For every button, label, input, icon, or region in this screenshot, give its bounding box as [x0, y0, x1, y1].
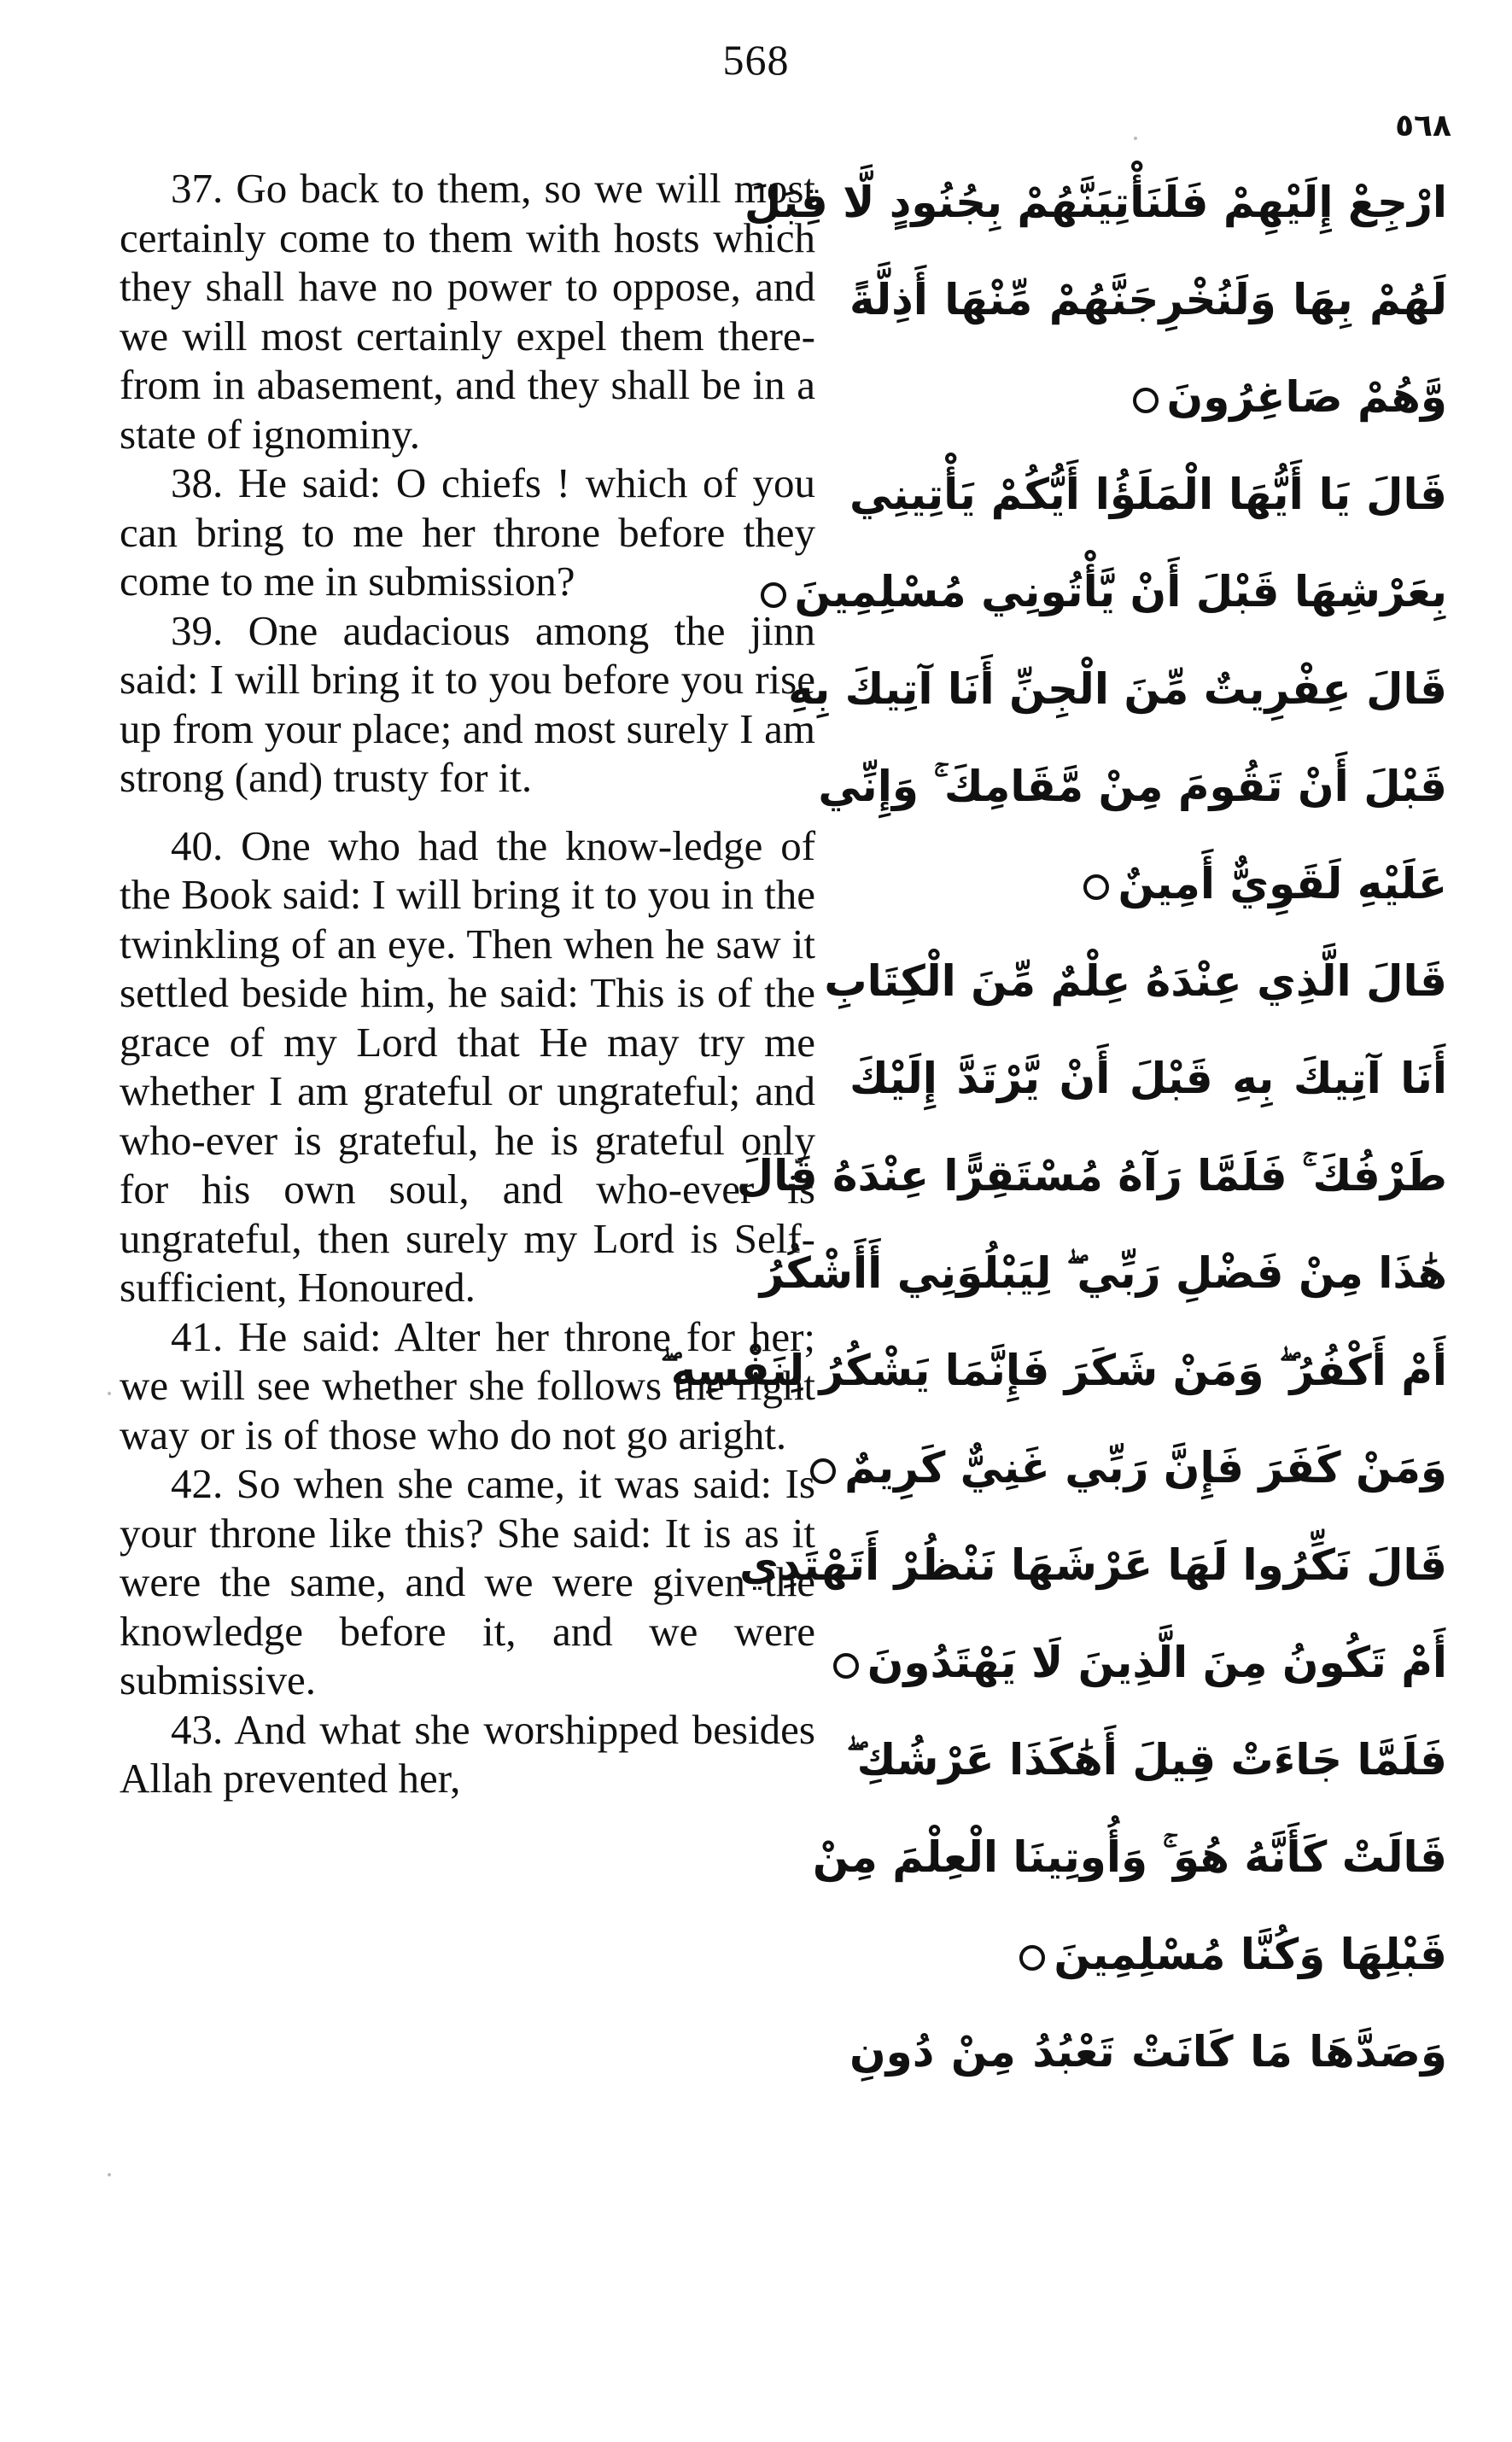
arabic-line-text: عَلَيْهِ لَقَوِيٌّ أَمِينٌ	[1118, 859, 1447, 908]
verse-number: 41.	[171, 1312, 224, 1360]
verse-39	[120, 606, 815, 803]
verse-number: 38.	[171, 459, 224, 506]
arabic-line	[849, 835, 1447, 932]
ayah-end-circle-icon	[833, 1653, 859, 1679]
arabic-line-text: أَنَا آتِيكَ بِهِ قَبْلَ أَنْ يَّرْتَدَّ إِلَيْكَ	[849, 1054, 1447, 1103]
arabic-line-text: قَبْلَ أَنْ تَقُومَ مِنْ مَّقَامِكَ ۚ وَإِنِّي	[818, 762, 1447, 811]
arabic-line	[849, 1030, 1447, 1127]
verse-40	[120, 821, 815, 1312]
arabic-line	[849, 446, 1447, 543]
ayah-end-circle-icon	[1133, 388, 1159, 413]
verse-37	[120, 164, 815, 459]
arabic-line	[788, 640, 1447, 738]
arabic-line	[794, 543, 1447, 640]
verse-text: One audacious among the jinn said: I will bring it to you before you rise up from your place; and most surely I am strong (and) trusty for it.	[120, 606, 816, 801]
arabic-line-text: قَالَ نَكِّرُوا لَهَا عَرْشَهَا نَنْظُرْ أَتَهْتَدِي	[739, 1540, 1447, 1590]
arabic-line-text: قَالَتْ كَأَنَّهُ هُوَ ۚ وَأُوتِينَا الْعِلْمَ مِنْ	[812, 1832, 1447, 1882]
page-number: 568	[722, 36, 790, 84]
ayah-end-circle-icon	[1019, 1945, 1045, 1971]
arabic-line	[818, 738, 1447, 835]
verse-text: One who had the know-ledge of the Book said: I will bring it to you in the twinkling of an eye. Then when he saw it settled beside him, he said: This is of the grace of my Lord that He may try me whether I am grateful or ungrateful; and who-ever is grateful, he is grateful only for his own soul, and who-ever is ungrateful, then surely my Lord is Self-sufficient, Honoured.	[120, 821, 816, 1311]
ayah-end-circle-icon	[1083, 874, 1109, 900]
arabic-page-number: ٥٦٨	[1395, 108, 1451, 143]
arabic-line-text: فَلَمَّا جَاءَتْ قِيلَ أَهَٰكَذَا عَرْشُكِ ۖ	[846, 1735, 1447, 1785]
arabic-text-column	[660, 154, 1447, 2100]
verse-text: He said: O chiefs ! which of you can bring to me her throne before they come to me in submission?	[120, 459, 816, 605]
ayah-end-circle-icon	[810, 1458, 836, 1484]
arabic-line	[759, 1224, 1447, 1322]
verse-text: So when she came, it was said: Is your throne like this? She said: It is as it were the same, and we were given the knowledge before it, and we were submissive.	[120, 1460, 815, 1703]
arabic-line-text: قَالَ يَا أَيُّهَا الْمَلَؤُا أَيُّكُمْ يَأْتِينِي	[849, 470, 1447, 519]
arabic-line	[849, 2003, 1447, 2100]
arabic-line	[849, 251, 1447, 348]
verse-text: Go back to them, so we will most certainly come to them with hosts which they shall have no power to oppose, and we will most certainly expel them there-from in abasement, and they shall be in a state of ignominy.	[120, 165, 816, 458]
arabic-line-text: وَمَنْ كَفَرَ فَإِنَّ رَبِّي غَنِيٌّ كَرِيمٌ	[844, 1443, 1447, 1493]
arabic-line-text: قَالَ عِفْرِيتٌ مِّنَ الْجِنِّ أَنَا آتِيكَ بِهِ	[788, 664, 1447, 714]
arabic-line-text: طَرْفُكَ ۚ فَلَمَّا رَآهُ مُسْتَقِرًّا عِنْدَهُ قَالَ	[736, 1151, 1447, 1201]
english-translation-column	[120, 164, 815, 1803]
ayah-end-circle-icon	[761, 582, 786, 608]
arabic-line	[849, 1906, 1447, 2003]
arabic-line-text: قَالَ الَّذِي عِنْدَهُ عِلْمٌ مِّنَ الْكِتَابِ	[824, 956, 1447, 1006]
arabic-line-text: هَٰذَا مِنْ فَضْلِ رَبِّي ۖ لِيَبْلُوَنِي أَأَشْكُرُ	[759, 1248, 1447, 1298]
arabic-line-text: بِعَرْشِهَا قَبْلَ أَنْ يَّأْتُونِي مُسْلِمِينَ	[794, 567, 1447, 616]
scan-speck	[1134, 137, 1137, 140]
arabic-line	[736, 1127, 1447, 1224]
verse-number: 42.	[171, 1460, 224, 1507]
arabic-line-text: أَمْ أَكْفُرُ ۖ وَمَنْ شَكَرَ فَإِنَّمَا يَشْكُرُ لِنَفْسِهِ ۖ	[660, 1346, 1447, 1395]
arabic-line-text: وَّهُمْ صَاغِرُونَ	[1166, 372, 1447, 422]
verse-number: 43.	[171, 1705, 224, 1753]
arabic-line	[812, 1808, 1447, 1906]
arabic-line	[739, 1516, 1447, 1614]
arabic-line	[660, 1322, 1447, 1419]
verse-text: And what she worshipped besides Allah prevented her,	[120, 1705, 816, 1802]
verse-text: He said: Alter her throne for her; we will see whether she follows the right way or is of those who do not go aright.	[120, 1312, 816, 1458]
arabic-line	[844, 1419, 1447, 1516]
verse-number: 40.	[171, 821, 224, 869]
arabic-line	[849, 348, 1447, 446]
arabic-line-text: قَبْلِهَا وَكُنَّا مُسْلِمِينَ	[1054, 1930, 1447, 1979]
arabic-line-text: أَمْ تَكُونُ مِنَ الَّذِينَ لَا يَهْتَدُونَ	[867, 1638, 1447, 1687]
verse-38	[120, 459, 815, 606]
arabic-line	[744, 154, 1447, 251]
verse-42	[120, 1459, 815, 1705]
arabic-line	[849, 1614, 1447, 1711]
scan-speck	[108, 2173, 111, 2176]
arabic-line-text: لَهُمْ بِهَا وَلَنُخْرِجَنَّهُمْ مِّنْهَا أَذِلَّةً	[849, 275, 1447, 324]
scan-speck	[108, 1392, 111, 1395]
arabic-line	[824, 932, 1447, 1030]
arabic-line-text: ارْجِعْ إِلَيْهِمْ فَلَنَأْتِيَنَّهُمْ بِجُنُودٍ لَّا قِبَلَ	[744, 178, 1447, 227]
arabic-line-text: وَصَدَّهَا مَا كَانَتْ تَعْبُدُ مِنْ دُونِ	[849, 2027, 1447, 2077]
arabic-line	[846, 1711, 1447, 1808]
verse-43	[120, 1705, 815, 1803]
verse-number: 39.	[171, 606, 224, 654]
verse-number: 37.	[171, 165, 224, 212]
